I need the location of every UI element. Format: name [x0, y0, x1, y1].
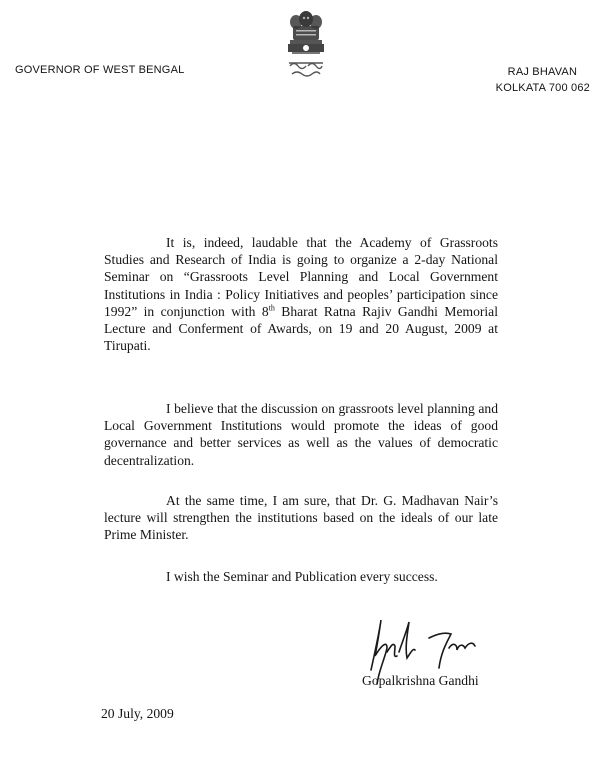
paragraph-4: I wish the Seminar and Publication every success. [166, 569, 438, 584]
paragraph-1 [104, 234, 498, 354]
paragraph-3: At the same time, I am sure, that Dr. G. Madhavan Nair’s lecture will strengthen the institutions based on the ideals of our late Prime Minister. [104, 493, 498, 543]
state-emblem-icon [280, 6, 332, 86]
paragraph-2: I believe that the discussion on grassroots level planning and Local Government Institutions would promote the ideas of good governance and better services as well as the values of democratic decentralization. [104, 401, 498, 468]
signer-name: Gopalkrishna Gandhi [362, 673, 479, 688]
office-title: GOVERNOR OF WEST BENGAL [15, 64, 185, 76]
address-line-2: KOLKATA 700 062 [495, 82, 590, 94]
address-block [496, 64, 590, 96]
paragraph-1-text-a: It is, indeed, laudable that the Academy of Grassroots Studies and Research of India is going to organize a 2-day National Seminar on “Grassroots Level Planning and Local Government Institutions in India : Policy Initiatives and peoples’ participation since 1992” in conjunction with 8 [104, 235, 498, 319]
address-line-1: RAJ BHAVAN [507, 66, 578, 78]
paragraph-1-superscript: th [268, 303, 275, 313]
paragraph-1-text-b: Bharat Ratna Rajiv Gandhi Memorial Lecture and Conferment of Awards, on 19 and 20 August, 2009 at Tirupati. [104, 303, 498, 354]
letter-date: 20 July, 2009 [101, 706, 174, 721]
